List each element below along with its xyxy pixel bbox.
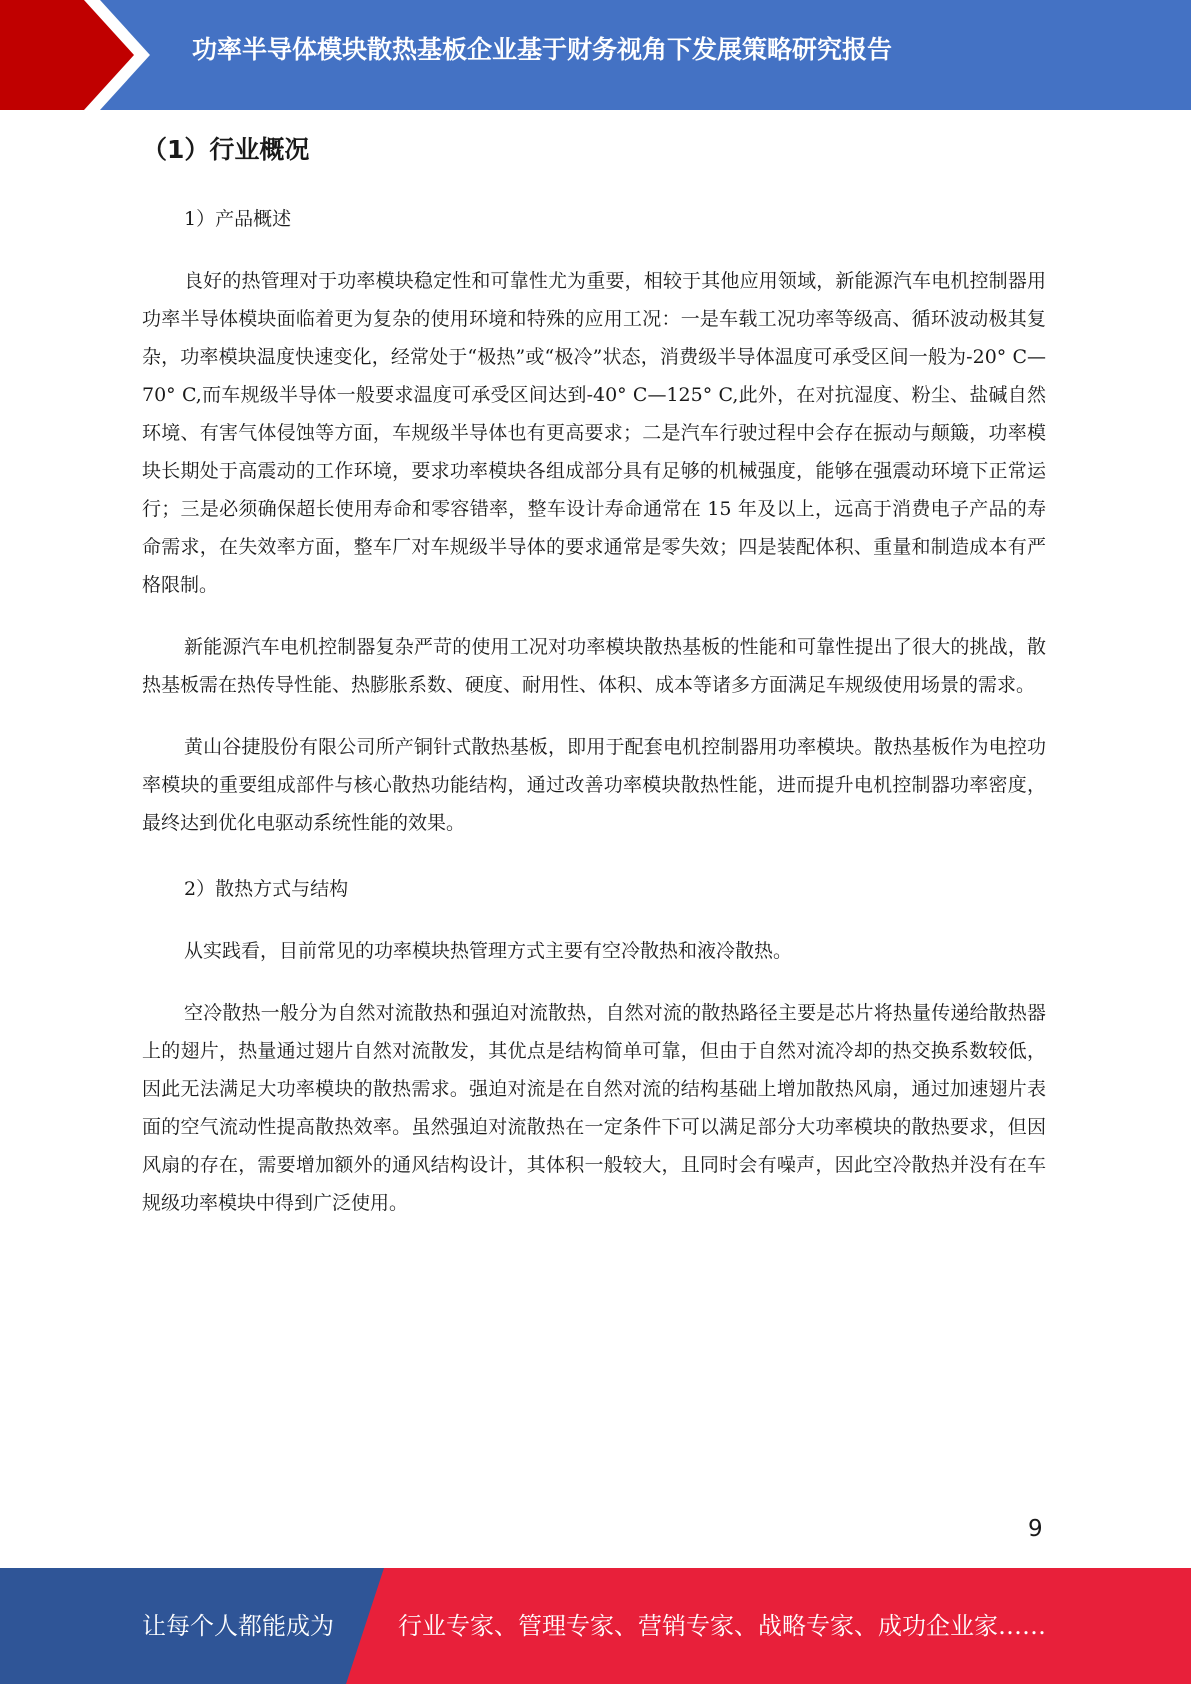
header-title: 功率半导体模块散热基板企业基于财务视角下发展策略研究报告 — [192, 35, 893, 64]
footer-slogan: 让每个人都能成为 — [142, 1612, 334, 1640]
main-content — [142, 128, 1046, 1222]
paragraph: 黄山谷捷股份有限公司所产铜针式散热基板，即用于配套电机控制器用功率模块。散热基板作为电控功率模块的重要组成部件与核心散热功能结构，通过改善功率模块散热性能，进而提升电机控制器功率密度，最终达到优化电驱动系统性能的效果。 — [142, 736, 1046, 834]
page-number: 9 — [1028, 1516, 1043, 1542]
footer-tagline: 行业专家、管理专家、营销专家、战略专家、成功企业家…… — [398, 1612, 1046, 1640]
section-heading: （1）行业概况 — [142, 135, 310, 164]
subsection-product-overview — [142, 200, 1046, 842]
paragraph: 空冷散热一般分为自然对流散热和强迫对流散热，自然对流的散热路径主要是芯片将热量传递给散热器上的翅片，热量通过翅片自然对流散发，其优点是结构简单可靠，但由于自然对流冷却的热交换系数较低，因此无法满足大功率模块的散热需求。强迫对流是在自然对流的结构基础上增加散热风扇，通过加速翅片表面的空气流动性提高散热效率。虽然强迫对流散热在一定条件下可以满足部分大功率模块的散热要求，但因风扇的存在，需要增加额外的通风结构设计，其体积一般较大，且同时会有噪声，因此空冷散热并没有在车规级功率模块中得到广泛使用。 — [142, 1002, 1046, 1214]
subsection-cooling-methods — [142, 870, 1046, 1222]
paragraph: 从实践看，目前常见的功率模块热管理方式主要有空冷散热和液冷散热。 — [184, 940, 793, 962]
page-header — [0, 0, 1191, 110]
page-footer — [0, 1568, 1191, 1684]
paragraph: 良好的热管理对于功率模块稳定性和可靠性尤为重要，相较于其他应用领域，新能源汽车电机控制器用功率半导体模块面临着更为复杂的使用环境和特殊的应用工况：一是车载工况功率等级高、循环波动极其复杂，功率模块温度快速变化，经常处于“极热”或“极冷”状态，消费级半导体温度可承受区间一般为-20° C—70° C,而车规级半导体一般要求温度可承受区间达到-40° C—125° C,此外，在对抗湿度、粉尘、盐碱自然环境、有害气体侵蚀等方面，车规级半导体也有更高要求；二是汽车行驶过程中会存在振动与颠簸，功率模块长期处于高震动的工作环境，要求功率模块各组成部分具有足够的机械强度，能够在强震动环境下正常运行；三是必须确保超长使用寿命和零容错率，整车设计寿命通常在 15 年及以上，远高于消费电子产品的寿命需求，在失效率方面，整车厂对车规级半导体的要求通常是零失效；四是装配体积、重量和制造成本有严格限制。 — [142, 270, 1046, 596]
header-arrow-tail — [0, 0, 26, 110]
subsection-title: 2）散热方式与结构 — [184, 878, 349, 900]
subsection-title: 1）产品概述 — [184, 208, 292, 230]
paragraph: 新能源汽车电机控制器复杂严苛的使用工况对功率模块散热基板的性能和可靠性提出了很大的挑战，散热基板需在热传导性能、热膨胀系数、硬度、耐用性、体积、成本等诸多方面满足车规级使用场景的需求。 — [142, 636, 1046, 696]
